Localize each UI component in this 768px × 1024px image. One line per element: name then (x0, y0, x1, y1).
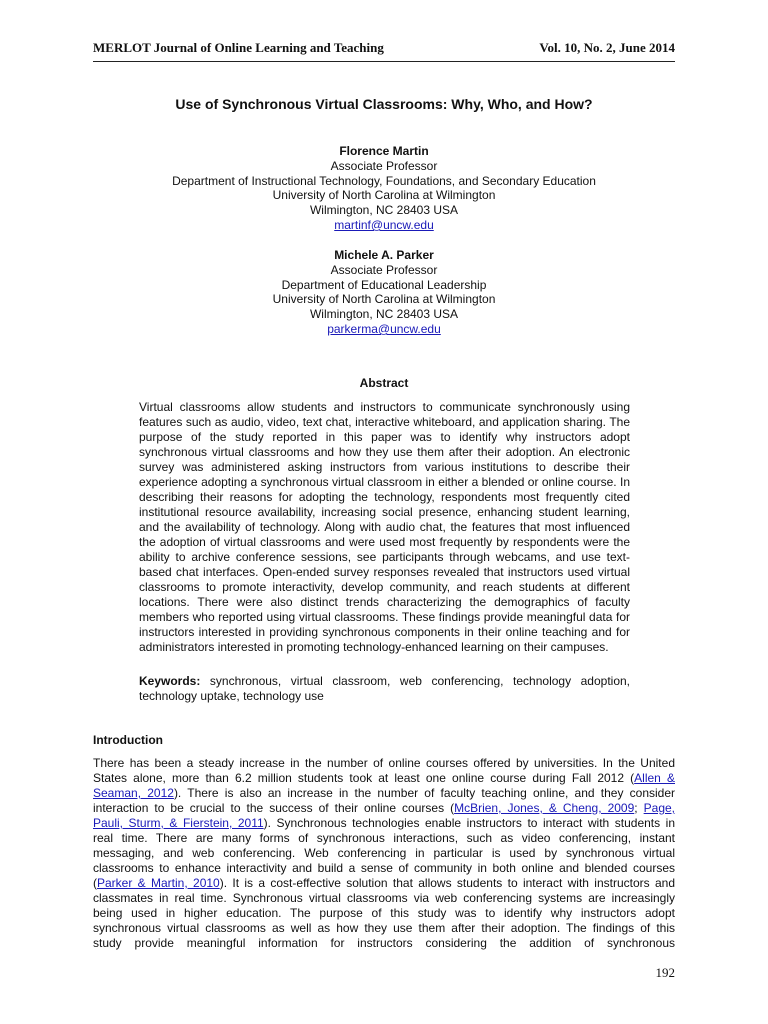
intro-text-segment: There has been a steady increase in the number of online courses offered by universities. In the United (93, 756, 675, 770)
intro-line (93, 906, 675, 921)
citation-link[interactable]: Page, (643, 801, 675, 815)
intro-line (93, 861, 675, 876)
paper-title: Use of Synchronous Virtual Classrooms: Why, Who, and How? (175, 96, 593, 112)
author-email-link[interactable]: martinf@uncw.edu (334, 217, 434, 232)
intro-line (93, 801, 675, 816)
running-header (93, 40, 675, 58)
author-name: Florence Martin (339, 144, 429, 158)
intro-text-segment: ). There is also an increase in the number of faculty teaching online, and they consider (173, 786, 676, 800)
intro-text-segment: ( (93, 876, 97, 890)
intro-line (93, 891, 675, 906)
citation-link[interactable]: McBrien, Jones, & Cheng, 2009 (454, 801, 635, 815)
intro-text-segment: messaging, and web conferencing. Web conferencing in particular is used by synchronous virtual (93, 846, 675, 860)
citation-link[interactable]: Parker & Martin, 2010 (97, 876, 220, 890)
author-position: Associate Professor (330, 158, 438, 173)
author-address: Wilmington, NC 28403 USA (309, 203, 459, 218)
intro-text-segment: ; (634, 801, 644, 815)
intro-line (93, 786, 675, 801)
intro-line (93, 816, 675, 831)
abstract-text: Virtual classrooms allow students and instructors to communicate synchronously using features such as audio, video, text chat, interactive whiteboard, and application sharing. The purpose of the study reported in this paper was to identify why instructors adopt synchronous virtual classrooms and how they use them after their adoption. An electronic survey was administered asking instructors from various institutions to describe their experience adopting a synchronous virtual classroom in either a blended or online course. In describing their reasons for adopting the technology, respondents most frequently cited institutional resource availability, increasing social presence, enhancing student learning, and the availability of technology. Along with audio chat, the features that most influenced the adoption of virtual classrooms and were used most frequently by respondents were the ability to archive conference sessions, see participants through webcams, and use text-based chat interfaces. Open-ended survey responses revealed that instructors used virtual classrooms to promote interactivity, develop community, and reach students at different locations. There were also distinct trends characterizing the demographics of faculty members who reported using virtual classrooms. These findings provide meaningful data for instructors interested in providing synchronous components in their online teaching and for administrators interested in promoting technology-enhanced learning on their campuses. (139, 400, 630, 654)
intro-text-segment: classmates in real time. Synchronous virtual classrooms via web conferencing systems are increasingly (93, 891, 675, 905)
intro-line (93, 756, 675, 771)
author-email-link[interactable]: parkerma@uncw.edu (327, 321, 441, 336)
author-department: Department of Educational Leadership (281, 277, 487, 292)
keywords (139, 674, 630, 704)
intro-line (93, 846, 675, 861)
issue-info: Vol. 10, No. 2, June 2014 (539, 40, 675, 55)
intro-line (93, 921, 675, 936)
introduction-text (93, 756, 675, 951)
page-number: 192 (655, 965, 675, 980)
author-university: University of North Carolina at Wilmington (272, 188, 496, 203)
intro-text-segment: synchronous virtual classrooms as well as how they use them after their adoption. The findings of this (93, 921, 675, 935)
citation-link[interactable]: Pauli, Sturm, & Fierstein, 2011 (93, 816, 264, 830)
intro-text-segment: ). Synchronous technologies enable instructors to interact with students in (263, 816, 675, 830)
intro-text-segment: study provide meaningful information for instructors considering the addition of synchronous (93, 936, 675, 950)
intro-text-segment: States alone, more than 6.2 million students took at least one online course during Fall 2012 ( (93, 771, 635, 785)
author-address: Wilmington, NC 28403 USA (309, 307, 459, 322)
intro-line (93, 831, 675, 846)
intro-line (93, 936, 675, 951)
author-name: Michele A. Parker (334, 248, 434, 262)
intro-text-segment: being used in higher education. The purpose of this study was to identify why instructors adopt (93, 906, 675, 920)
citation-link[interactable]: Seaman, 2012 (93, 786, 174, 800)
header-divider (93, 61, 675, 62)
author-university: University of North Carolina at Wilmington (272, 292, 496, 307)
author-department: Department of Instructional Technology, Foundations, and Secondary Education (172, 173, 596, 188)
journal-name: MERLOT Journal of Online Learning and Teaching (93, 40, 384, 55)
citation-link[interactable]: Allen & (634, 771, 675, 785)
introduction-heading: Introduction (93, 733, 163, 747)
keywords-text: synchronous, virtual classroom, web conferencing, technology adoption, technology uptake, technology use (139, 674, 630, 703)
keywords-label: Keywords: (139, 674, 201, 688)
intro-text-segment: classrooms to enhance interactivity and build a sense of community in both online and blended courses (93, 861, 675, 875)
author-position: Associate Professor (330, 262, 438, 277)
intro-text-segment: interaction to be crucial to the success of their online courses ( (93, 801, 455, 815)
intro-line (93, 771, 675, 786)
author-block-1 (0, 144, 768, 233)
intro-text-segment: real time. There are many forms of synchronous interactions, such as video conferencing, instant (93, 831, 675, 845)
abstract-heading: Abstract (359, 376, 409, 390)
intro-text-segment: ). It is a cost-effective solution that allows students to interact with instructors and (219, 876, 676, 890)
intro-line (93, 876, 675, 891)
author-block-2 (0, 248, 768, 337)
